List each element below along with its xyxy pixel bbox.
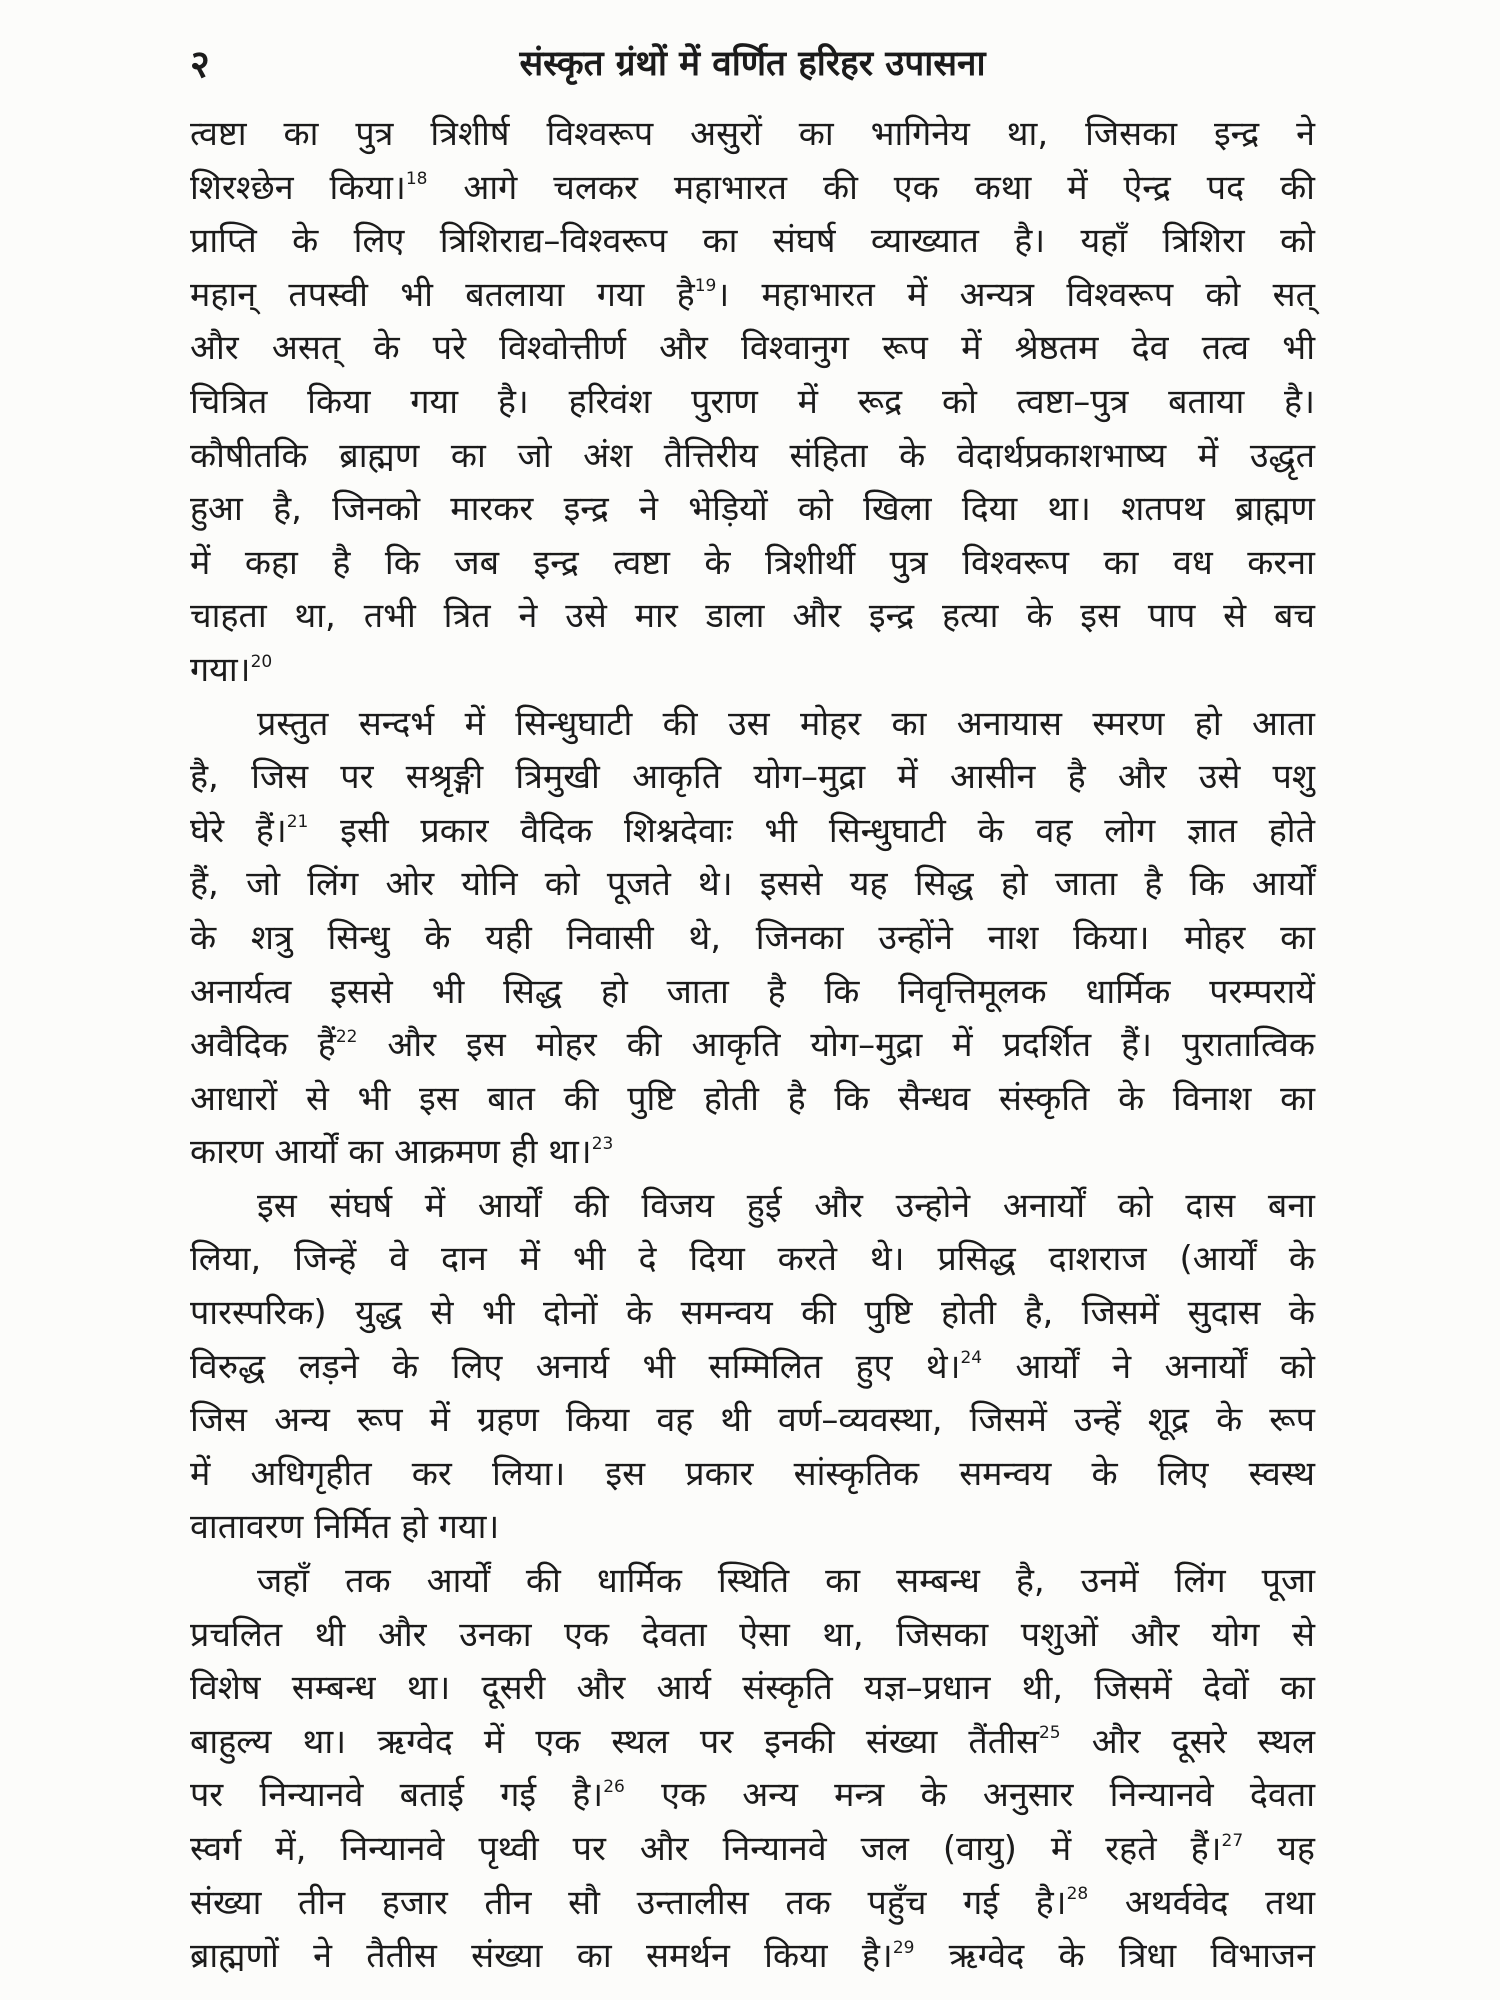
text-run: और दूसरे स्थल — [1060, 1721, 1315, 1762]
footnote-marker: 20 — [250, 651, 273, 672]
footnote-marker: 18 — [405, 169, 428, 190]
body-text — [190, 108, 1315, 1984]
text-line — [190, 108, 1315, 162]
text-line — [190, 805, 1315, 859]
footnote-marker: 29 — [892, 1937, 915, 1958]
footnote-marker: 26 — [603, 1776, 625, 1797]
text-line — [190, 162, 1315, 216]
text-run: में कहा है कि जब इन्द्र त्वष्टा के त्रिशीर्थी पुत्र विश्वरूप का वध करना — [190, 542, 1315, 583]
footnote-marker: 21 — [286, 812, 309, 833]
text-line — [190, 430, 1315, 484]
text-line — [190, 322, 1315, 376]
text-line — [190, 1823, 1315, 1877]
text-run: और इस मोहर की आकृति योग–मुद्रा में प्रदर्शित हैं। पुरातात्विक — [357, 1025, 1315, 1066]
text-run: लिया, जिन्हें वे दान में भी दे दिया करते थे। प्रसिद्ध दाशराज (आर्यों के — [190, 1239, 1315, 1280]
text-run: त्वष्टा का पुत्र त्रिशीर्ष विश्वरूप असुरों का भागिनेय था, जिसका इन्द्र ने — [190, 114, 1315, 154]
text-run: कारण आर्यों का आक्रमण ही था। — [190, 1132, 592, 1173]
footnote-marker: 27 — [1221, 1830, 1244, 1851]
text-run: । महाभारत में अन्यत्र विश्वरूप को सत् — [716, 274, 1315, 315]
text-line — [190, 376, 1315, 430]
text-line — [190, 1019, 1315, 1073]
text-line — [190, 912, 1315, 966]
text-line — [190, 1662, 1315, 1716]
text-run: गया। — [190, 649, 251, 690]
text-run: प्रचलित थी और उनका एक देवता ऐसा था, जिसका पशुओं और योग से — [190, 1614, 1315, 1655]
text-run: बाहुल्य था। ऋग्वेद में एक स्थल पर इनकी संख्या तैंतीस — [190, 1721, 1039, 1762]
text-run: आगे चलकर महाभारत की एक कथा में ऐन्द्र पद की — [427, 167, 1315, 208]
text-run: इसी प्रकार वैदिक शिश्नदेवाः भी सिन्धुघाटी के वह लोग ज्ञात होते — [308, 810, 1315, 851]
text-line — [190, 1609, 1315, 1663]
text-line — [190, 537, 1315, 591]
paragraph — [190, 108, 1315, 698]
text-line — [190, 1448, 1315, 1502]
text-line — [190, 1341, 1315, 1395]
text-line — [190, 1501, 1315, 1555]
text-run: ब्राह्मणों ने तैतीस संख्या का समर्थन किया है। — [190, 1936, 893, 1977]
footnote-marker: 22 — [335, 1026, 358, 1047]
text-run: हुआ है, जिनको मारकर इन्द्र ने भेड़ियों को खिला दिया था। शतपथ ब्राह्मण — [190, 489, 1315, 530]
text-line — [190, 1877, 1315, 1931]
text-run: अनार्यत्व इससे भी सिद्ध हो जाता है कि निवृत्तिमूलक धार्मिक परम्परायें — [190, 971, 1315, 1012]
text-run: हैं, जो लिंग ओर योनि को पूजते थे। इससे यह सिद्ध हो जाता है कि आर्यों — [190, 864, 1315, 905]
text-line — [190, 1555, 1315, 1609]
text-line — [190, 1930, 1315, 1984]
paragraph — [190, 698, 1315, 1180]
text-run: एक अन्य मन्त्र के अनुसार निन्यानवे देवता — [624, 1775, 1316, 1816]
text-run: यह — [1243, 1829, 1315, 1869]
text-run: वातावरण निर्मित हो गया। — [190, 1507, 500, 1548]
text-run: ऋग्वेद के त्रिधा विभाजन — [914, 1936, 1315, 1977]
text-run: आधारों से भी इस बात की पुष्टि होती है कि सैन्धव संस्कृति के विनाश का — [190, 1078, 1315, 1119]
text-run: आर्यों ने अनार्यों को — [982, 1346, 1315, 1387]
text-run: संख्या तीन हजार तीन सौ उन्तालीस तक पहुँच गई है। — [190, 1882, 1067, 1923]
text-line — [190, 1287, 1315, 1341]
text-run: और असत् के परे विश्वोत्तीर्ण और विश्वानुग रूप में श्रेष्ठतम देव तत्व भी — [190, 328, 1315, 369]
text-line — [190, 1180, 1315, 1234]
text-line — [190, 1394, 1315, 1448]
text-line — [190, 698, 1315, 752]
text-run: प्राप्ति के लिए त्रिशिराद्य–विश्वरूप का संघर्ष व्याख्यात है। यहाँ त्रिशिरा को — [190, 221, 1315, 262]
text-line — [190, 215, 1315, 269]
text-run: महान् तपस्वी भी बतलाया गया है — [190, 274, 695, 315]
text-run: चाहता था, तभी त्रित ने उसे मार डाला और इन्द्र हत्या के इस पाप से बच — [190, 596, 1315, 637]
text-run: अवैदिक हैं — [190, 1025, 336, 1066]
text-run: है, जिस पर सश्रृङ्गी त्रिमुखी आकृति योग–मुद्रा में आसीन है और उसे पशु — [190, 757, 1315, 798]
text-line — [190, 269, 1315, 323]
footnote-marker: 19 — [694, 276, 717, 297]
text-line — [190, 1716, 1315, 1770]
text-run: के शत्रु सिन्धु के यही निवासी थे, जिनका उन्होंने नाश किया। मोहर का — [190, 917, 1315, 958]
text-run: कौषीतकि ब्राह्मण का जो अंश तैत्तिरीय संहिता के वेदार्थप्रकाशभाष्य में उद्धृत — [190, 435, 1315, 476]
text-line — [190, 858, 1315, 912]
running-header — [190, 38, 1315, 90]
footnote-marker: 25 — [1038, 1723, 1061, 1744]
text-line — [190, 590, 1315, 644]
text-line — [190, 966, 1315, 1020]
paragraph — [190, 1555, 1315, 1984]
footnote-marker: 24 — [960, 1348, 983, 1369]
text-line — [190, 644, 1315, 698]
text-run: जहाँ तक आर्यों की धार्मिक स्थिति का सम्बन्ध है, उनमें लिंग पूजा — [257, 1561, 1315, 1602]
text-line — [190, 1073, 1315, 1127]
text-run: प्रस्तुत सन्दर्भ में सिन्धुघाटी की उस मोहर का अनायास स्मरण हो आता — [257, 703, 1315, 744]
text-run: घेरे हैं। — [190, 810, 287, 851]
text-run: इस संघर्ष में आर्यों की विजय हुई और उन्होने अनार्यों को दास बना — [257, 1185, 1315, 1226]
text-line — [190, 483, 1315, 537]
text-run: में अधिगृहीत कर लिया। इस प्रकार सांस्कृतिक समन्वय के लिए स्वस्थ — [190, 1453, 1315, 1494]
paragraph — [190, 1180, 1315, 1555]
text-run: स्वर्ग में, निन्यानवे पृथ्वी पर और निन्यानवे जल (वायु) में रहते हैं। — [190, 1829, 1222, 1869]
text-run: पारस्परिक) युद्ध से भी दोनों के समन्वय की पुष्टि होती है, जिसमें सुदास के — [190, 1293, 1315, 1334]
text-line — [190, 1233, 1315, 1287]
text-line — [190, 751, 1315, 805]
page-number: २ — [190, 42, 210, 86]
footnote-marker: 28 — [1066, 1884, 1089, 1905]
text-run: विशेष सम्बन्ध था। दूसरी और आर्य संस्कृति यज्ञ–प्रधान थी, जिसमें देवों का — [190, 1668, 1315, 1709]
text-run: शिरश्छेन किया। — [190, 167, 406, 208]
running-title: संस्कृत ग्रंथों में वर्णित हरिहर उपासना — [519, 44, 986, 84]
text-run: विरुद्ध लड़ने के लिए अनार्य भी सम्मिलित हुए थे। — [190, 1346, 961, 1387]
text-line — [190, 1126, 1315, 1180]
text-run: पर निन्यानवे बताई गई है। — [190, 1775, 604, 1816]
text-run: अथर्ववेद तथा — [1088, 1882, 1316, 1923]
footnote-marker: 23 — [591, 1133, 614, 1154]
text-run: जिस अन्य रूप में ग्रहण किया वह थी वर्ण–व्यवस्था, जिसमें उन्हें शूद्र के रूप — [190, 1400, 1315, 1441]
text-run: चित्रित किया गया है। हरिवंश पुराण में रूद्र को त्वष्टा–पुत्र बताया है। — [190, 381, 1315, 422]
text-line — [190, 1769, 1315, 1823]
